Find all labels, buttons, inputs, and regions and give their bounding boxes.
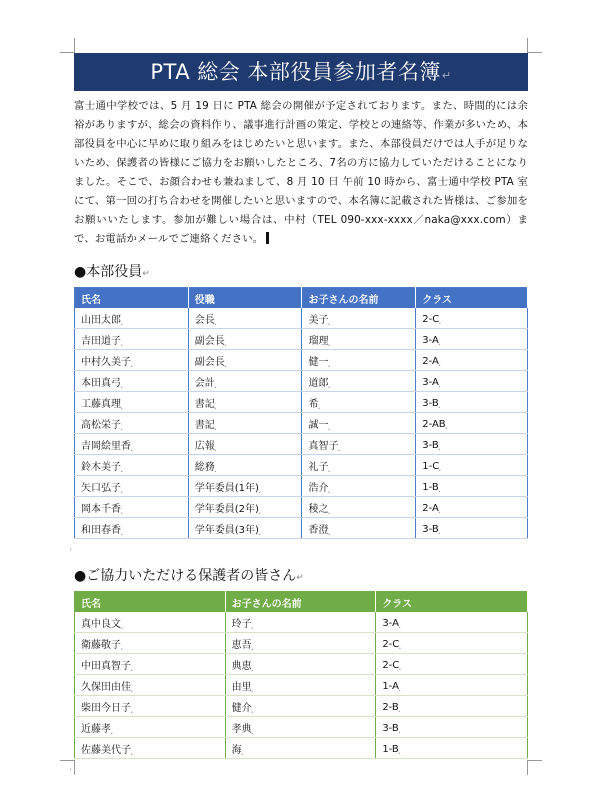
table-cell[interactable] xyxy=(75,654,226,675)
cell-text: 副会長 xyxy=(194,335,225,347)
cell-end-mark-icon: ⸼ xyxy=(251,661,254,672)
cell-end-mark-icon: ⸼ xyxy=(121,462,124,473)
table-cell[interactable] xyxy=(416,413,528,434)
table-cell[interactable] xyxy=(75,497,189,518)
column-header: クラス xyxy=(416,288,528,309)
table-cell[interactable] xyxy=(376,717,528,738)
cell-text: 1-B xyxy=(382,743,399,755)
table-cell[interactable] xyxy=(75,696,226,717)
table-cell[interactable] xyxy=(188,518,302,539)
cell-end-mark-icon: ⸼ xyxy=(328,525,331,536)
table-cell[interactable] xyxy=(75,612,226,633)
cell-end-mark-icon: ⸼ xyxy=(251,724,254,735)
table-cell[interactable] xyxy=(75,434,189,455)
table-cell[interactable] xyxy=(75,455,189,476)
officers-header-row xyxy=(75,288,528,309)
table-row xyxy=(75,329,528,350)
table-row xyxy=(75,455,528,476)
table-cell[interactable] xyxy=(376,654,528,675)
table-cell[interactable] xyxy=(75,392,189,413)
cell-end-mark-icon: ⸼ xyxy=(131,661,134,672)
table-cell[interactable] xyxy=(302,497,416,518)
cell-end-mark-icon: ⸼ xyxy=(131,682,134,693)
table-cell[interactable] xyxy=(302,434,416,455)
table-cell[interactable] xyxy=(75,633,226,654)
table-cell[interactable] xyxy=(225,717,376,738)
table-cell[interactable] xyxy=(188,371,302,392)
column-header: 役職 xyxy=(188,288,302,309)
cell-text: 美子 xyxy=(308,314,329,326)
table-cell[interactable] xyxy=(416,392,528,413)
table-cell[interactable] xyxy=(225,675,376,696)
cell-end-mark-icon: ⸼ xyxy=(131,703,134,714)
cell-text: 典恵 xyxy=(231,660,252,672)
margin-corner-top-right xyxy=(527,38,542,53)
cell-text: 総務 xyxy=(194,461,215,473)
table-row xyxy=(75,675,528,696)
cell-text: 孝典 xyxy=(231,723,252,735)
paragraph-mark-icon: ↵ xyxy=(441,69,452,82)
cell-end-mark-icon: ⸼ xyxy=(258,483,261,494)
table-cell[interactable] xyxy=(75,675,226,696)
cell-end-mark-icon: ⸼ xyxy=(121,420,124,431)
cell-end-mark-icon: ⸼ xyxy=(121,640,124,651)
cell-end-mark-icon: ⸼ xyxy=(121,504,124,515)
cell-end-mark-icon: ⸼ xyxy=(398,723,401,734)
table-cell[interactable] xyxy=(75,350,189,371)
column-header: クラス xyxy=(376,592,528,613)
table-cell[interactable] xyxy=(225,654,376,675)
paragraph-mark-icon: ⸼ xyxy=(70,541,72,550)
cell-end-mark-icon: ⸼ xyxy=(399,639,402,650)
table-cell[interactable] xyxy=(225,612,376,633)
cell-text: 道郎 xyxy=(308,377,329,389)
cell-text: 真智子 xyxy=(308,440,339,452)
cell-text: 3-A xyxy=(422,334,439,346)
table-row xyxy=(75,633,528,654)
cell-end-mark-icon: ⸼ xyxy=(318,399,321,410)
cell-end-mark-icon: ⸼ xyxy=(328,357,331,368)
helpers-heading: ●ご協力いただける保護者の皆さん↵ xyxy=(74,568,304,584)
cell-text: 3-A xyxy=(422,376,439,388)
cell-text: 吉岡絵里香 xyxy=(81,440,131,452)
column-header: 氏名 xyxy=(75,592,226,613)
cell-text: 中村久美子 xyxy=(81,356,131,368)
cell-text: 副会長 xyxy=(194,356,225,368)
cell-text: 鈴木美子 xyxy=(81,461,121,473)
cell-end-mark-icon: ⸼ xyxy=(224,357,227,368)
cell-end-mark-icon: ⸼ xyxy=(251,619,254,630)
table-cell[interactable] xyxy=(416,476,528,497)
table-cell[interactable] xyxy=(75,518,189,539)
table-cell[interactable] xyxy=(188,350,302,371)
cell-end-mark-icon: ⸼ xyxy=(131,745,134,756)
cell-end-mark-icon: ⸼ xyxy=(328,336,331,347)
document-page xyxy=(70,53,528,773)
cell-end-mark-icon: ⸼ xyxy=(338,441,341,452)
cell-text: 3-A xyxy=(382,617,399,629)
column-header: 氏名 xyxy=(75,288,189,309)
table-cell[interactable] xyxy=(188,392,302,413)
table-cell[interactable] xyxy=(376,738,528,759)
cell-end-mark-icon: ⸼ xyxy=(398,744,401,755)
cell-end-mark-icon: ⸼ xyxy=(131,441,134,452)
cell-end-mark-icon: ⸼ xyxy=(121,315,124,326)
cell-text: 広報 xyxy=(194,440,215,452)
table-cell[interactable] xyxy=(376,633,528,654)
cell-text: 3-B xyxy=(422,397,439,409)
cell-text: 1-B xyxy=(422,481,439,493)
table-cell[interactable] xyxy=(416,371,528,392)
table-cell[interactable] xyxy=(188,476,302,497)
table-row xyxy=(75,497,528,518)
cell-end-mark-icon: ⸼ xyxy=(438,440,441,451)
cell-end-mark-icon: ⸼ xyxy=(438,335,441,346)
cell-text: 誠一 xyxy=(308,419,329,431)
paragraph-mark-icon: ↵ xyxy=(296,573,304,583)
table-row xyxy=(75,413,528,434)
cell-text: 礼子 xyxy=(308,461,329,473)
cell-end-mark-icon: ⸼ xyxy=(328,315,331,326)
table-cell[interactable] xyxy=(188,455,302,476)
cell-text: 健一 xyxy=(308,356,329,368)
table-row xyxy=(75,434,528,455)
cell-end-mark-icon: ⸼ xyxy=(121,399,124,410)
cell-text: 玲子 xyxy=(231,618,252,630)
document-title-banner xyxy=(74,53,528,91)
cell-end-mark-icon: ⸼ xyxy=(445,419,448,430)
cell-text: 2-B xyxy=(382,701,399,713)
cell-text: 2-C xyxy=(382,638,400,650)
cell-text: 恵吾 xyxy=(231,639,252,651)
cell-text: 中田真智子 xyxy=(81,660,131,672)
table-cell[interactable] xyxy=(302,413,416,434)
cell-end-mark-icon: ⸼ xyxy=(251,703,254,714)
cell-end-mark-icon: ⸼ xyxy=(258,504,261,515)
cell-text: 佐藤美代子 xyxy=(81,744,131,756)
cell-end-mark-icon: ⸼ xyxy=(328,483,331,494)
intro-text[interactable]: 富士通中学校では、5 月 19 日に PTA 総会の開催が予定されております。また、時間的には余裕がありますが、総会の資料作り、議事進行計画の策定、学校との連絡等、作業が多いため、本部役員を中心に早めに取り組みをはじめたいと思います。また、本部役員だけでは人手が足りないため、保護者の皆様にご協力をお願いしたところ、7名の方に協力していただけることになりました。そこで、お顔合わせも兼ねまして、8 月 10 日 午前 10 時から、富士通中学校 PTA 室にて、第一回の打ち合わせを開催したいと思いますので、本名簿に記載された皆様は、ご参加をお願いいたします。参加が難しい場合は、中村（TEL 090-xxx-xxxx／naka@xxx.com）まで、お電話かメールでご連絡ください。 xyxy=(74,100,528,245)
cell-text: 書記 xyxy=(194,398,215,410)
table-cell[interactable] xyxy=(416,518,528,539)
cell-text: 健介 xyxy=(231,702,252,714)
cell-text: 柴田今日子 xyxy=(81,702,131,714)
table-row xyxy=(75,654,528,675)
table-row xyxy=(75,738,528,759)
cell-text: 会長 xyxy=(194,314,215,326)
table-cell[interactable] xyxy=(302,350,416,371)
table-row xyxy=(75,717,528,738)
cell-end-mark-icon: ⸼ xyxy=(121,336,124,347)
table-cell[interactable] xyxy=(188,413,302,434)
table-cell[interactable] xyxy=(302,371,416,392)
cell-end-mark-icon: ⸼ xyxy=(241,745,244,756)
cell-text: 香澄 xyxy=(308,524,329,536)
table-cell[interactable] xyxy=(225,738,376,759)
table-cell[interactable] xyxy=(302,455,416,476)
cell-end-mark-icon: ⸼ xyxy=(438,398,441,409)
table-cell[interactable] xyxy=(376,675,528,696)
table-cell[interactable] xyxy=(376,696,528,717)
column-header: お子さんの名前 xyxy=(225,592,376,613)
cell-text: 矢口弘子 xyxy=(81,482,121,494)
cell-end-mark-icon: ⸼ xyxy=(398,681,401,692)
cell-text: 2-AB xyxy=(422,418,446,430)
table-cell[interactable] xyxy=(302,329,416,350)
cell-text: 学年委員(2年) xyxy=(194,503,259,515)
cell-text: 由里 xyxy=(231,681,252,693)
cell-end-mark-icon: ⸼ xyxy=(121,378,124,389)
cell-text: 書記 xyxy=(194,419,215,431)
cell-end-mark-icon: ⸼ xyxy=(328,378,331,389)
table-cell[interactable] xyxy=(188,329,302,350)
cell-end-mark-icon: ⸼ xyxy=(328,462,331,473)
cell-end-mark-icon: ⸼ xyxy=(121,525,124,536)
cell-text: 3-B xyxy=(382,722,399,734)
cell-end-mark-icon: ⸼ xyxy=(214,399,217,410)
cell-end-mark-icon: ⸼ xyxy=(131,357,134,368)
cell-text: 3-B xyxy=(422,523,439,535)
cell-text: 1-A xyxy=(382,680,399,692)
table-cell[interactable] xyxy=(416,497,528,518)
cell-end-mark-icon: ⸼ xyxy=(214,378,217,389)
cell-text: 会計 xyxy=(194,377,215,389)
table-cell[interactable] xyxy=(416,434,528,455)
cell-text: 山田太郎 xyxy=(81,314,121,326)
cell-text: 衛藤敬子 xyxy=(81,639,121,651)
cell-end-mark-icon: ⸼ xyxy=(438,503,441,514)
table-cell[interactable] xyxy=(75,738,226,759)
cell-text: 2-A xyxy=(422,502,439,514)
table-row xyxy=(75,476,528,497)
document-title: PTA 総会 本部役員参加者名簿 xyxy=(150,60,441,84)
cell-end-mark-icon: ⸼ xyxy=(121,483,124,494)
cell-text: 久保田由佳 xyxy=(81,681,131,693)
cell-text: 真中良文 xyxy=(81,618,121,630)
cell-text: 近藤孝 xyxy=(81,723,111,735)
cell-end-mark-icon: ⸼ xyxy=(214,441,217,452)
table-row xyxy=(75,308,528,329)
table-cell[interactable] xyxy=(376,612,528,633)
table-cell[interactable] xyxy=(75,308,189,329)
cell-end-mark-icon: ⸼ xyxy=(399,660,402,671)
intro-paragraph xyxy=(74,97,528,249)
cell-text: 瑠理 xyxy=(308,335,329,347)
cell-end-mark-icon: ⸼ xyxy=(224,336,227,347)
cell-end-mark-icon: ⸼ xyxy=(214,315,217,326)
paragraph-mark-icon: ↵ xyxy=(142,269,150,279)
cell-end-mark-icon: ⸼ xyxy=(251,682,254,693)
table-row xyxy=(75,392,528,413)
table-cell[interactable] xyxy=(225,696,376,717)
column-header: お子さんの名前 xyxy=(302,288,416,309)
table-cell[interactable] xyxy=(75,371,189,392)
cell-text: 3-B xyxy=(422,439,439,451)
helpers-table xyxy=(74,591,528,759)
table-cell[interactable] xyxy=(225,633,376,654)
helpers-header-row xyxy=(75,592,528,613)
cell-end-mark-icon: ⸼ xyxy=(398,618,401,629)
table-cell[interactable] xyxy=(75,717,226,738)
table-cell[interactable] xyxy=(416,329,528,350)
table-cell[interactable] xyxy=(188,434,302,455)
table-cell[interactable] xyxy=(188,308,302,329)
cell-end-mark-icon: ⸼ xyxy=(438,482,441,493)
cell-end-mark-icon: ⸼ xyxy=(111,724,114,735)
table-cell[interactable] xyxy=(75,413,189,434)
cell-end-mark-icon: ⸼ xyxy=(439,461,442,472)
table-row xyxy=(75,518,528,539)
cell-text: 希 xyxy=(308,398,319,410)
cell-end-mark-icon: ⸼ xyxy=(258,525,261,536)
cell-end-mark-icon: ⸼ xyxy=(328,504,331,515)
cell-text: 浩介 xyxy=(308,482,329,494)
margin-corner-top-left xyxy=(60,38,75,53)
officers-heading: ●本部役員↵ xyxy=(74,264,150,280)
cell-text: 学年委員(3年) xyxy=(194,524,259,536)
cell-text: 本田真弓 xyxy=(81,377,121,389)
table-cell[interactable] xyxy=(416,455,528,476)
cell-end-mark-icon: ⸼ xyxy=(328,420,331,431)
cell-text: 岡本千香 xyxy=(81,503,121,515)
table-cell[interactable] xyxy=(416,350,528,371)
table-cell[interactable] xyxy=(302,392,416,413)
cell-end-mark-icon: ⸼ xyxy=(439,314,442,325)
cell-text: 高松栄子 xyxy=(81,419,121,431)
text-cursor xyxy=(266,232,269,244)
table-cell[interactable] xyxy=(75,329,189,350)
cell-end-mark-icon: ⸼ xyxy=(121,619,124,630)
cell-end-mark-icon: ⸼ xyxy=(438,377,441,388)
cell-text: 稜之 xyxy=(308,503,329,515)
table-cell[interactable] xyxy=(188,497,302,518)
cell-text: 学年委員(1年) xyxy=(194,482,259,494)
cell-text: 2-C xyxy=(382,659,400,671)
officers-table xyxy=(74,287,528,539)
table-cell[interactable] xyxy=(302,308,416,329)
cell-text: 吉田道子 xyxy=(81,335,121,347)
margin-corner-bottom-right xyxy=(527,760,542,775)
table-row xyxy=(75,371,528,392)
table-row xyxy=(75,696,528,717)
cell-text: 1-C xyxy=(422,460,440,472)
cell-text: 2-A xyxy=(422,355,439,367)
cell-text: 和田春香 xyxy=(81,524,121,536)
table-row xyxy=(75,612,528,633)
cell-text: 海 xyxy=(231,744,242,756)
table-row xyxy=(75,350,528,371)
cell-end-mark-icon: ⸼ xyxy=(214,420,217,431)
cell-end-mark-icon: ⸼ xyxy=(251,640,254,651)
table-cell[interactable] xyxy=(75,476,189,497)
cell-text: 工藤真理 xyxy=(81,398,121,410)
table-cell[interactable] xyxy=(416,308,528,329)
cell-end-mark-icon: ⸼ xyxy=(214,462,217,473)
cell-end-mark-icon: ⸼ xyxy=(438,356,441,367)
table-cell[interactable] xyxy=(302,476,416,497)
cell-text: 2-C xyxy=(422,313,440,325)
cell-end-mark-icon: ⸼ xyxy=(398,702,401,713)
table-cell[interactable] xyxy=(302,518,416,539)
paragraph-mark-icon: ⸼ xyxy=(70,761,72,770)
cell-end-mark-icon: ⸼ xyxy=(438,524,441,535)
